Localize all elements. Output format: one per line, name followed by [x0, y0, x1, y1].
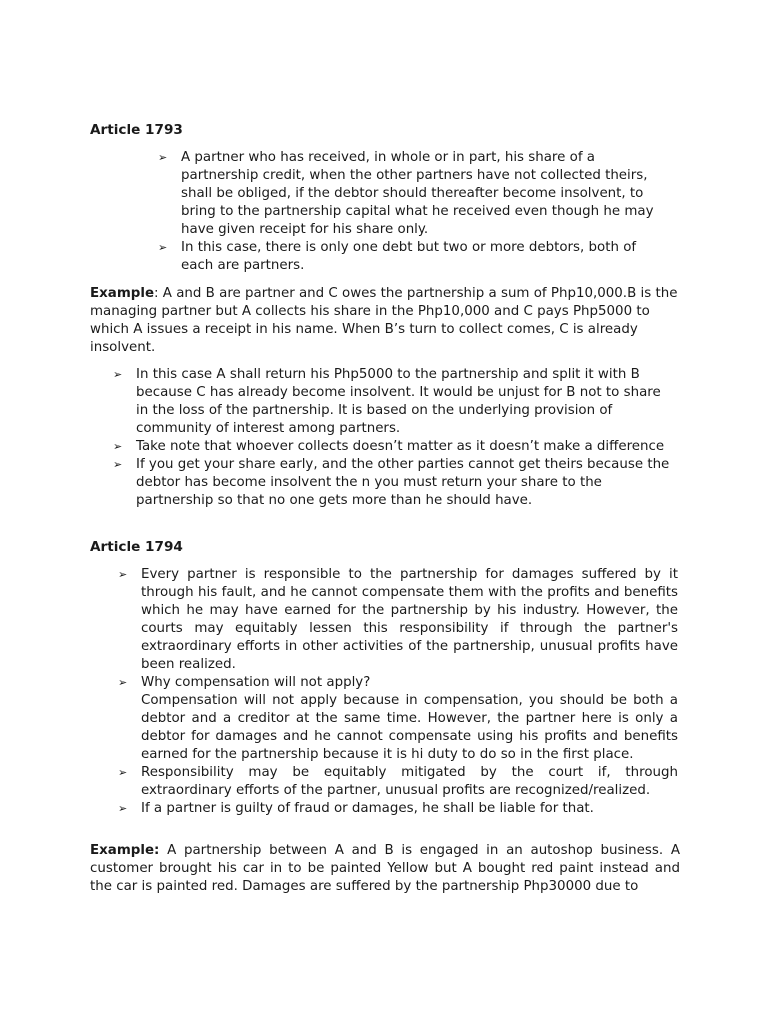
- article-1794-bullets: [118, 566, 678, 818]
- list-item-text: If you get your share early, and the other parties cannot get theirs because the debtor has become insolvent the n you must return your share to the partnership so that no one gets more than he should have.: [136, 457, 670, 508]
- list-item: [113, 456, 673, 510]
- article-1793-bullets: [158, 149, 668, 275]
- list-item-text: Responsibility may be equitably mitigated by the court if, through extraordinary efforts of the partner, unusual profits are recognized/realized.: [141, 765, 678, 798]
- list-item: [113, 438, 673, 456]
- arrow-bullet-icon: ➢: [158, 241, 168, 254]
- article-1793-example: [90, 285, 680, 357]
- arrow-bullet-icon: ➢: [113, 440, 123, 453]
- arrow-bullet-icon: ➢: [118, 568, 128, 581]
- list-item-text: Every partner is responsible to the partnership for damages suffered by it through his fault, and he cannot compensate them with the profits and benefits which he may have earned for the partnership by his industry. However, the courts may equitably lessen this responsibility if through the partner's extraordinary efforts in other activities of the partnership, unusual profits have been realized.: [141, 567, 678, 672]
- article-1794-example: [90, 842, 680, 896]
- example-label: Example:: [90, 843, 160, 858]
- list-item-text: A partner who has received, in whole or in part, his share of a partnership credit, when the other partners have not collected theirs, shall be obliged, if the debtor should thereafter become insolvent, to bring to the partnership capital what he received even though he may have given receipt for his share only.: [181, 150, 654, 237]
- example-text: : A and B are partner and C owes the partnership a sum of Php10,000.B is the managing partner but A collects his share in the Php10,000 and C pays Php5000 to which A issues a receipt in his name. When B’s turn to collect comes, C is already insolvent.: [90, 286, 678, 355]
- list-item: [118, 674, 678, 764]
- article-1794-heading: Article 1794: [90, 539, 183, 555]
- arrow-bullet-icon: ➢: [158, 151, 168, 164]
- list-item-text: In this case, there is only one debt but two or more debtors, both of each are partners.: [181, 240, 637, 273]
- example-label: Example: [90, 286, 155, 301]
- list-item-question: Why compensation will not apply?: [141, 675, 371, 690]
- list-item-text: In this case A shall return his Php5000 to the partnership and split it with B because C has already become insolvent. It would be unjust for B not to share in the loss of the partnership. It is based on the underlying provision of community of interest among partners.: [136, 367, 661, 436]
- list-item: [158, 239, 668, 275]
- arrow-bullet-icon: ➢: [118, 676, 128, 689]
- list-item-text: If a partner is guilty of fraud or damages, he shall be liable for that.: [141, 801, 594, 816]
- arrow-bullet-icon: ➢: [113, 368, 123, 381]
- article-1793-notes: [113, 366, 673, 510]
- list-item: [118, 764, 678, 800]
- article-1793-heading: Article 1793: [90, 122, 183, 138]
- list-item: [158, 149, 668, 239]
- arrow-bullet-icon: ➢: [113, 458, 123, 471]
- list-item: [118, 800, 678, 818]
- list-item-text: Take note that whoever collects doesn’t matter as it doesn’t make a difference: [136, 439, 665, 454]
- list-item: [118, 566, 678, 674]
- arrow-bullet-icon: ➢: [118, 802, 128, 815]
- list-item: [113, 366, 673, 438]
- arrow-bullet-icon: ➢: [118, 766, 128, 779]
- example-text: A partnership between A and B is engaged in an autoshop business. A customer brought his car in to be painted Yellow but A bought red paint instead and the car is painted red. Damages are suffered by the partnership Php30000 due to: [90, 843, 680, 894]
- compensation-answer: Compensation will not apply because in compensation, you should be both a debtor and a creditor at the same time. However, the partner here is only a debtor for damages and he cannot compensate using his profits and benefits earned for the partnership because it is hi duty to do so in the first place.: [141, 693, 678, 762]
